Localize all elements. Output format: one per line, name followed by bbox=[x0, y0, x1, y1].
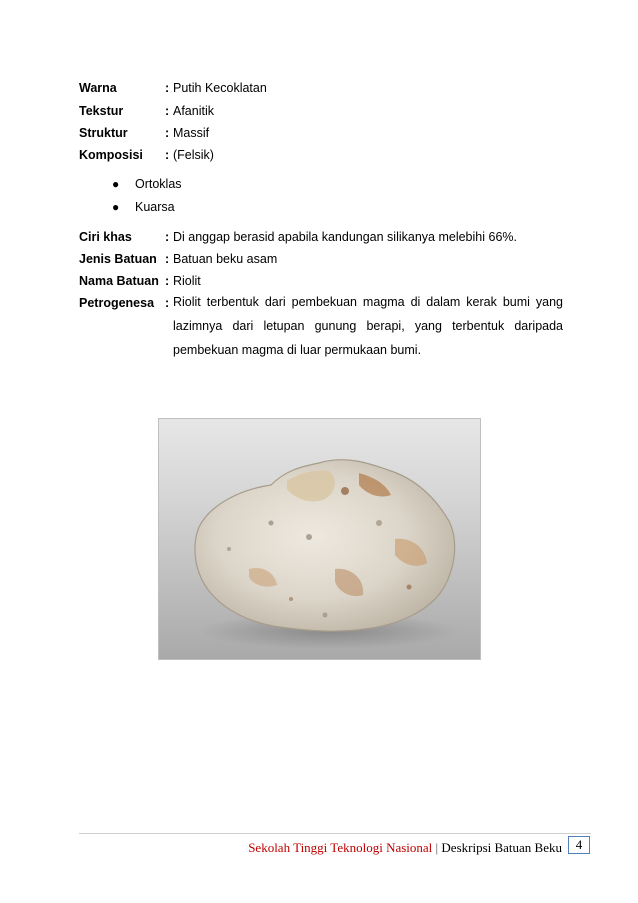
field-value: Afanitik bbox=[173, 104, 214, 118]
rock-image bbox=[159, 419, 481, 660]
page-number: 4 bbox=[568, 836, 590, 854]
field-struktur bbox=[79, 125, 210, 141]
field-colon: : bbox=[165, 296, 170, 310]
field-colon: : bbox=[165, 81, 170, 95]
field-value: Di anggap berasid apabila kandungan silikanya melebihi 66%. bbox=[173, 230, 517, 244]
footer-school: Sekolah Tinggi Teknologi Nasional bbox=[248, 840, 433, 855]
field-colon: : bbox=[165, 274, 170, 288]
mineral-name: Kuarsa bbox=[135, 200, 175, 214]
field-jenis-batuan bbox=[79, 251, 278, 267]
field-nama-batuan bbox=[79, 273, 201, 289]
field-label: Nama Batuan bbox=[79, 274, 159, 288]
field-ciri-khas bbox=[79, 229, 517, 245]
page-footer bbox=[230, 840, 562, 856]
mineral-name: Ortoklas bbox=[135, 177, 182, 191]
field-colon: : bbox=[165, 252, 170, 266]
field-label: Komposisi bbox=[79, 148, 143, 162]
field-value: Massif bbox=[173, 126, 210, 140]
field-petrogenesa bbox=[79, 295, 170, 311]
field-label: Struktur bbox=[79, 126, 128, 140]
field-label: Warna bbox=[79, 81, 117, 95]
field-tekstur bbox=[79, 103, 214, 119]
field-colon: : bbox=[165, 126, 170, 140]
field-value: Riolit bbox=[173, 274, 201, 288]
field-label: Petrogenesa bbox=[79, 296, 155, 310]
field-colon: : bbox=[165, 104, 170, 118]
field-value: (Felsik) bbox=[173, 148, 214, 162]
petrogenesa-line: Riolit terbentuk dari pembekuan magma di dalam kerak bumi yang bbox=[173, 295, 563, 309]
bullet-icon: ● bbox=[112, 200, 120, 214]
field-value: Batuan beku asam bbox=[173, 252, 278, 266]
field-value: Putih Kecoklatan bbox=[173, 81, 267, 95]
bullet-icon: ● bbox=[112, 177, 120, 191]
field-colon: : bbox=[165, 148, 170, 162]
petrogenesa-line: pembekuan magma di luar permukaan bumi. bbox=[173, 343, 422, 357]
footer-separator: | bbox=[435, 840, 439, 855]
field-komposisi bbox=[79, 147, 214, 163]
footer-divider bbox=[79, 833, 591, 834]
field-label: Jenis Batuan bbox=[79, 252, 157, 266]
petrogenesa-text bbox=[173, 290, 563, 362]
footer-title: Deskripsi Batuan Beku bbox=[441, 840, 562, 855]
petrogenesa-line: lazimnya dari letupan gunung berapi, yang terbentuk daripada bbox=[173, 319, 563, 333]
rhyolite-rock-photo bbox=[158, 418, 481, 660]
field-label: Ciri khas bbox=[79, 230, 132, 244]
field-warna bbox=[79, 80, 267, 96]
field-colon: : bbox=[165, 230, 170, 244]
field-label: Tekstur bbox=[79, 104, 124, 118]
